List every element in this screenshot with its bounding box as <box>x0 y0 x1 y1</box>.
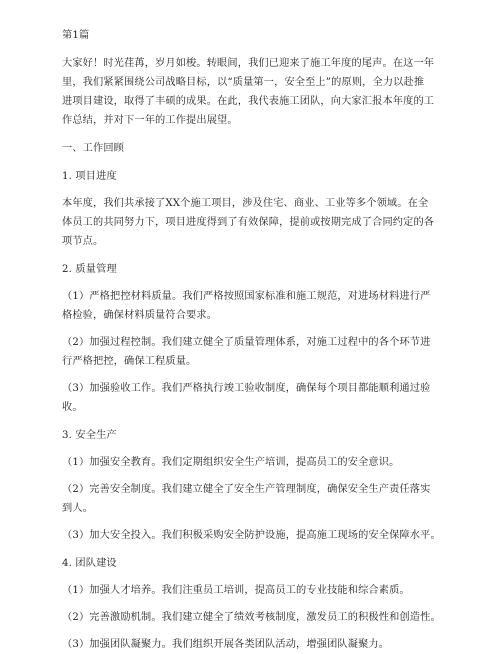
intro-line: 作总结，并对下一年的工作提出展望。 <box>62 115 238 126</box>
intro-paragraph <box>62 54 446 130</box>
list-item-line: 格检验，确保材料质量符合要求。 <box>62 310 218 321</box>
intro-line: 进项目建设，取得了丰硕的成果。在此，我代表施工团队，向大家汇报本年度的工 <box>62 96 435 107</box>
list-item-line: （2）完善安全制度。我们建立健全了安全生产管理制度，确保安全生产责任落实 <box>62 484 431 495</box>
subsection-heading: 4. 团队建设 <box>62 558 117 569</box>
list-item <box>62 333 446 371</box>
list-item <box>62 635 446 654</box>
list-item <box>62 608 446 627</box>
list-item <box>62 453 446 472</box>
subsection-heading: 1. 项目进度 <box>62 171 117 182</box>
paragraph <box>62 194 446 251</box>
list-item <box>62 287 446 325</box>
subsection-heading: 3. 安全生产 <box>62 430 117 441</box>
section-heading: 一、工作回顾 <box>62 143 125 154</box>
list-item <box>62 581 446 600</box>
intro-line: 里，我们紧紧围绕公司战略目标，以“质量第一，安全至上”的原则，全力以赴推 <box>62 77 425 88</box>
paragraph-line: 本年度，我们共承接了XX个施工项目，涉及住宅、商业、工业等多个领域。在全 <box>62 198 429 209</box>
paragraph-line: 体员工的共同努力下，项目进度得到了有效保障，提前或按期完成了合同约定的各 <box>62 217 435 228</box>
page-label: 第1篇 <box>62 30 90 41</box>
list-item <box>62 480 446 518</box>
list-item-line: 收。 <box>62 402 83 413</box>
list-item-line: 到人。 <box>62 503 94 514</box>
document-body <box>62 26 446 654</box>
paragraph-line: 项节点。 <box>62 236 104 247</box>
list-item-line: （3）加强团队凝聚力。我们组织开展各类团队活动，增强团队凝聚力。 <box>62 639 390 650</box>
list-item-line: （1）严格把控材料质量。我们严格按照国家标准和施工规范，对进场材料进行严 <box>62 291 431 302</box>
list-item-line: （1）加强安全教育。我们定期组织安全生产培训，提高员工的安全意识。 <box>62 457 400 468</box>
subsection-heading: 2. 质量管理 <box>62 264 117 275</box>
list-item-line: （3）加大安全投入。我们积极采购安全防护设施，提高施工现场的安全保障水平。 <box>62 530 441 541</box>
list-item-line: （2）加强过程控制。我们建立健全了质量管理体系，对施工过程中的各个环节进 <box>62 337 431 348</box>
list-item <box>62 379 446 417</box>
list-item-line: 行严格把控，确保工程质量。 <box>62 356 197 367</box>
list-item-line: （2）完善激励机制。我们建立健全了绩效考核制度，激发员工的积极性和创造性。 <box>62 612 441 623</box>
list-item <box>62 526 446 545</box>
intro-line: 大家好！时光荏苒，岁月如梭。转眼间，我们已迎来了施工年度的尾声。在这一年 <box>62 58 435 69</box>
list-item-line: （1）加强人才培养。我们注重员工培训，提高员工的专业技能和综合素质。 <box>62 585 410 596</box>
list-item-line: （3）加强验收工作。我们严格执行竣工验收制度，确保每个项目都能顺利通过验 <box>62 383 431 394</box>
